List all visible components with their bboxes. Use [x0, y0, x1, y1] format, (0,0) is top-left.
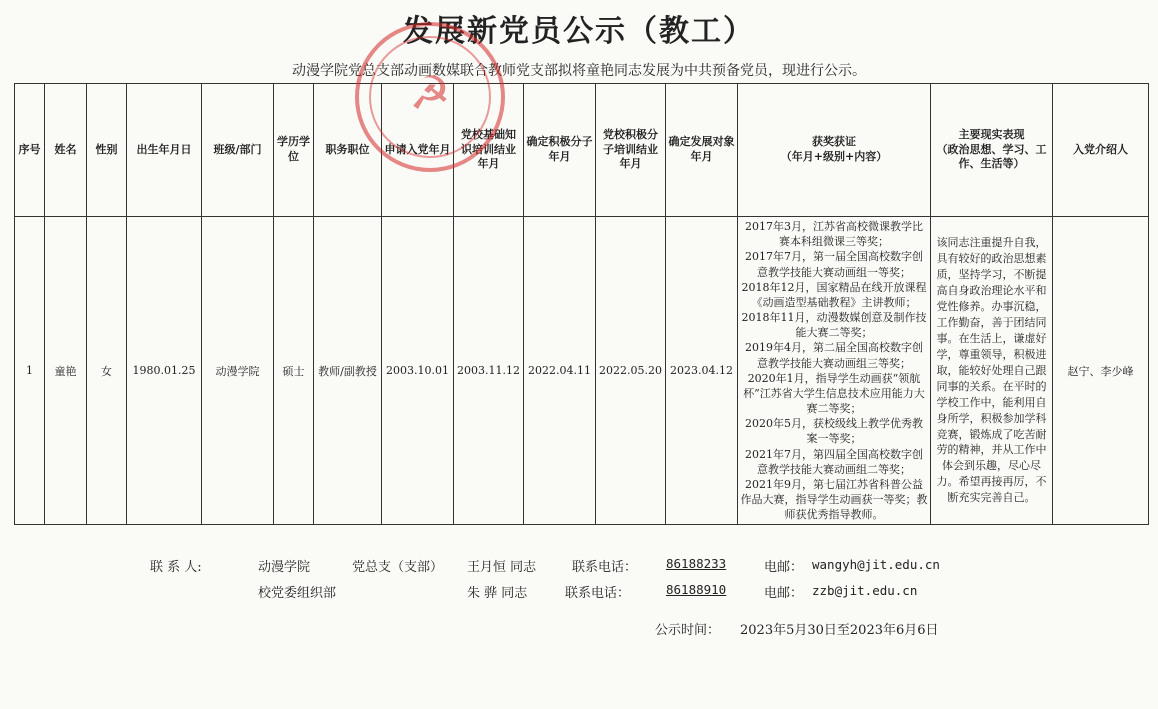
phone-label-1: 联系电话： — [572, 560, 638, 575]
cell-candidate-date: 2023.04.12 — [666, 217, 738, 525]
contact-org1-branch: 党总支（支部） — [352, 560, 444, 575]
header-performance: 主要现实表现 （政治思想、学习、工作、生活等） — [931, 84, 1053, 217]
award-item: 2019年4月，第二届全国高校数字创意教学技能大赛动画组三等奖； — [745, 341, 923, 370]
header-awards: 获奖获证 （年月+级别+内容） — [738, 84, 931, 217]
header-index: 序号 — [15, 84, 45, 217]
page-title: 发展新党员公示（教工） — [403, 14, 755, 49]
cell-apply-date: 2003.10.01 — [382, 217, 454, 525]
contact-org1: 动漫学院 — [258, 560, 311, 575]
award-item: 2017年3月，江苏省高校微课教学比赛本科组微课三等奖； — [745, 220, 923, 249]
cell-dept: 动漫学院 — [202, 217, 274, 525]
award-item: 2018年11月，动漫数媒创意及制作技能大赛二等奖； — [741, 311, 927, 340]
phone-2: 86188910 — [666, 582, 727, 597]
phone-label-2: 联系电话： — [565, 586, 631, 601]
phone-1: 86188233 — [666, 556, 727, 571]
header-degree: 学历学位 — [274, 84, 314, 217]
contact-org2: 校党委组织部 — [258, 586, 337, 601]
cell-activist-date: 2022.04.11 — [524, 217, 596, 525]
header-name: 姓名 — [45, 84, 87, 217]
cell-performance: 该同志注重提升自我，具有较好的政治思想素质，坚持学习，不断提高自身政治理论水平和党性修养。办事沉稳，工作勤奋，善于团结同事。在生活上，谦虚好学，尊重领导，积极进取，能较好处理自己跟同事的关系。在平时的学校工作中，能利用自身所学，积极参加学科竞赛，锻炼成了吃苦耐劳的精神，并从工作中体会到乐趣，尽心尽力。希望再接再厉，不断充实完善自己。 — [931, 217, 1053, 525]
header-position: 职务职位 — [314, 84, 382, 217]
cell-degree: 硕士 — [274, 217, 314, 525]
cell-basic-training: 2003.11.12 — [454, 217, 524, 525]
page-subtitle: 动漫学院党总支部动画数媒联合教师党支部拟将童艳同志发展为中共预备党员，现进行公示。 — [292, 63, 866, 79]
contact-person1: 王月恒 同志 — [467, 560, 537, 575]
candidate-table — [14, 83, 1149, 525]
hammer-sickle-icon: ☭ — [409, 66, 451, 120]
cell-awards — [738, 217, 931, 525]
email-2: zzb@jit.edu.cn — [812, 583, 918, 598]
header-basic-training: 党校基础知识培训结业年月 — [454, 84, 524, 217]
award-item: 2021年7月，第四届全国高校数字创意教学技能大赛动画组二等奖； — [745, 447, 923, 476]
cell-name: 童艳 — [45, 217, 87, 525]
party-seal-stamp — [355, 22, 505, 172]
email-1: wangyh@jit.edu.cn — [812, 557, 940, 572]
cell-index: 1 — [15, 217, 45, 525]
header-dept: 班级/部门 — [202, 84, 274, 217]
award-item: 2020年1月，指导学生动画获“领航杯”江苏省大学生信息技术应用能力大赛二等奖； — [743, 371, 925, 416]
award-item: 2020年5月，获校级线上教学优秀教案一等奖； — [745, 417, 923, 446]
award-item: 2018年12月，国家精品在线开放课程《动画造型基础教程》主讲教师； — [741, 280, 927, 309]
header-candidate-date: 确定发展对象年月 — [666, 84, 738, 217]
cell-introducers: 赵宁、李少峰 — [1053, 217, 1149, 525]
table-row — [15, 217, 1149, 525]
header-birth: 出生年月日 — [127, 84, 202, 217]
cell-birth: 1980.01.25 — [127, 217, 202, 525]
award-item: 2021年9月，第七届江苏省科普公益作品大赛，指导学生动画获一等奖；教师获优秀指导教师。 — [740, 477, 928, 522]
cell-activist-training: 2022.05.20 — [596, 217, 666, 525]
header-apply-date: 申请入党年月 — [382, 84, 454, 217]
email-label-1: 电邮： — [764, 560, 804, 575]
email-label-2: 电邮： — [764, 586, 804, 601]
header-activist-date: 确定积极分子年月 — [524, 84, 596, 217]
table-header-row — [15, 84, 1149, 217]
header-gender: 性别 — [87, 84, 127, 217]
contact-person2: 朱 骅 同志 — [467, 586, 528, 601]
cell-gender: 女 — [87, 217, 127, 525]
award-item: 2017年7月，第一届全国高校数字创意教学技能大赛动画组一等奖； — [745, 250, 923, 279]
publicity-time-label: 公示时间： — [655, 623, 721, 638]
header-activist-training: 党校积极分子培训结业年月 — [596, 84, 666, 217]
cell-position: 教师/副教授 — [314, 217, 382, 525]
contact-label: 联 系 人: — [150, 560, 202, 575]
publicity-time-value: 2023年5月30日至2023年6月6日 — [740, 623, 939, 638]
header-introducers: 入党介绍人 — [1053, 84, 1149, 217]
